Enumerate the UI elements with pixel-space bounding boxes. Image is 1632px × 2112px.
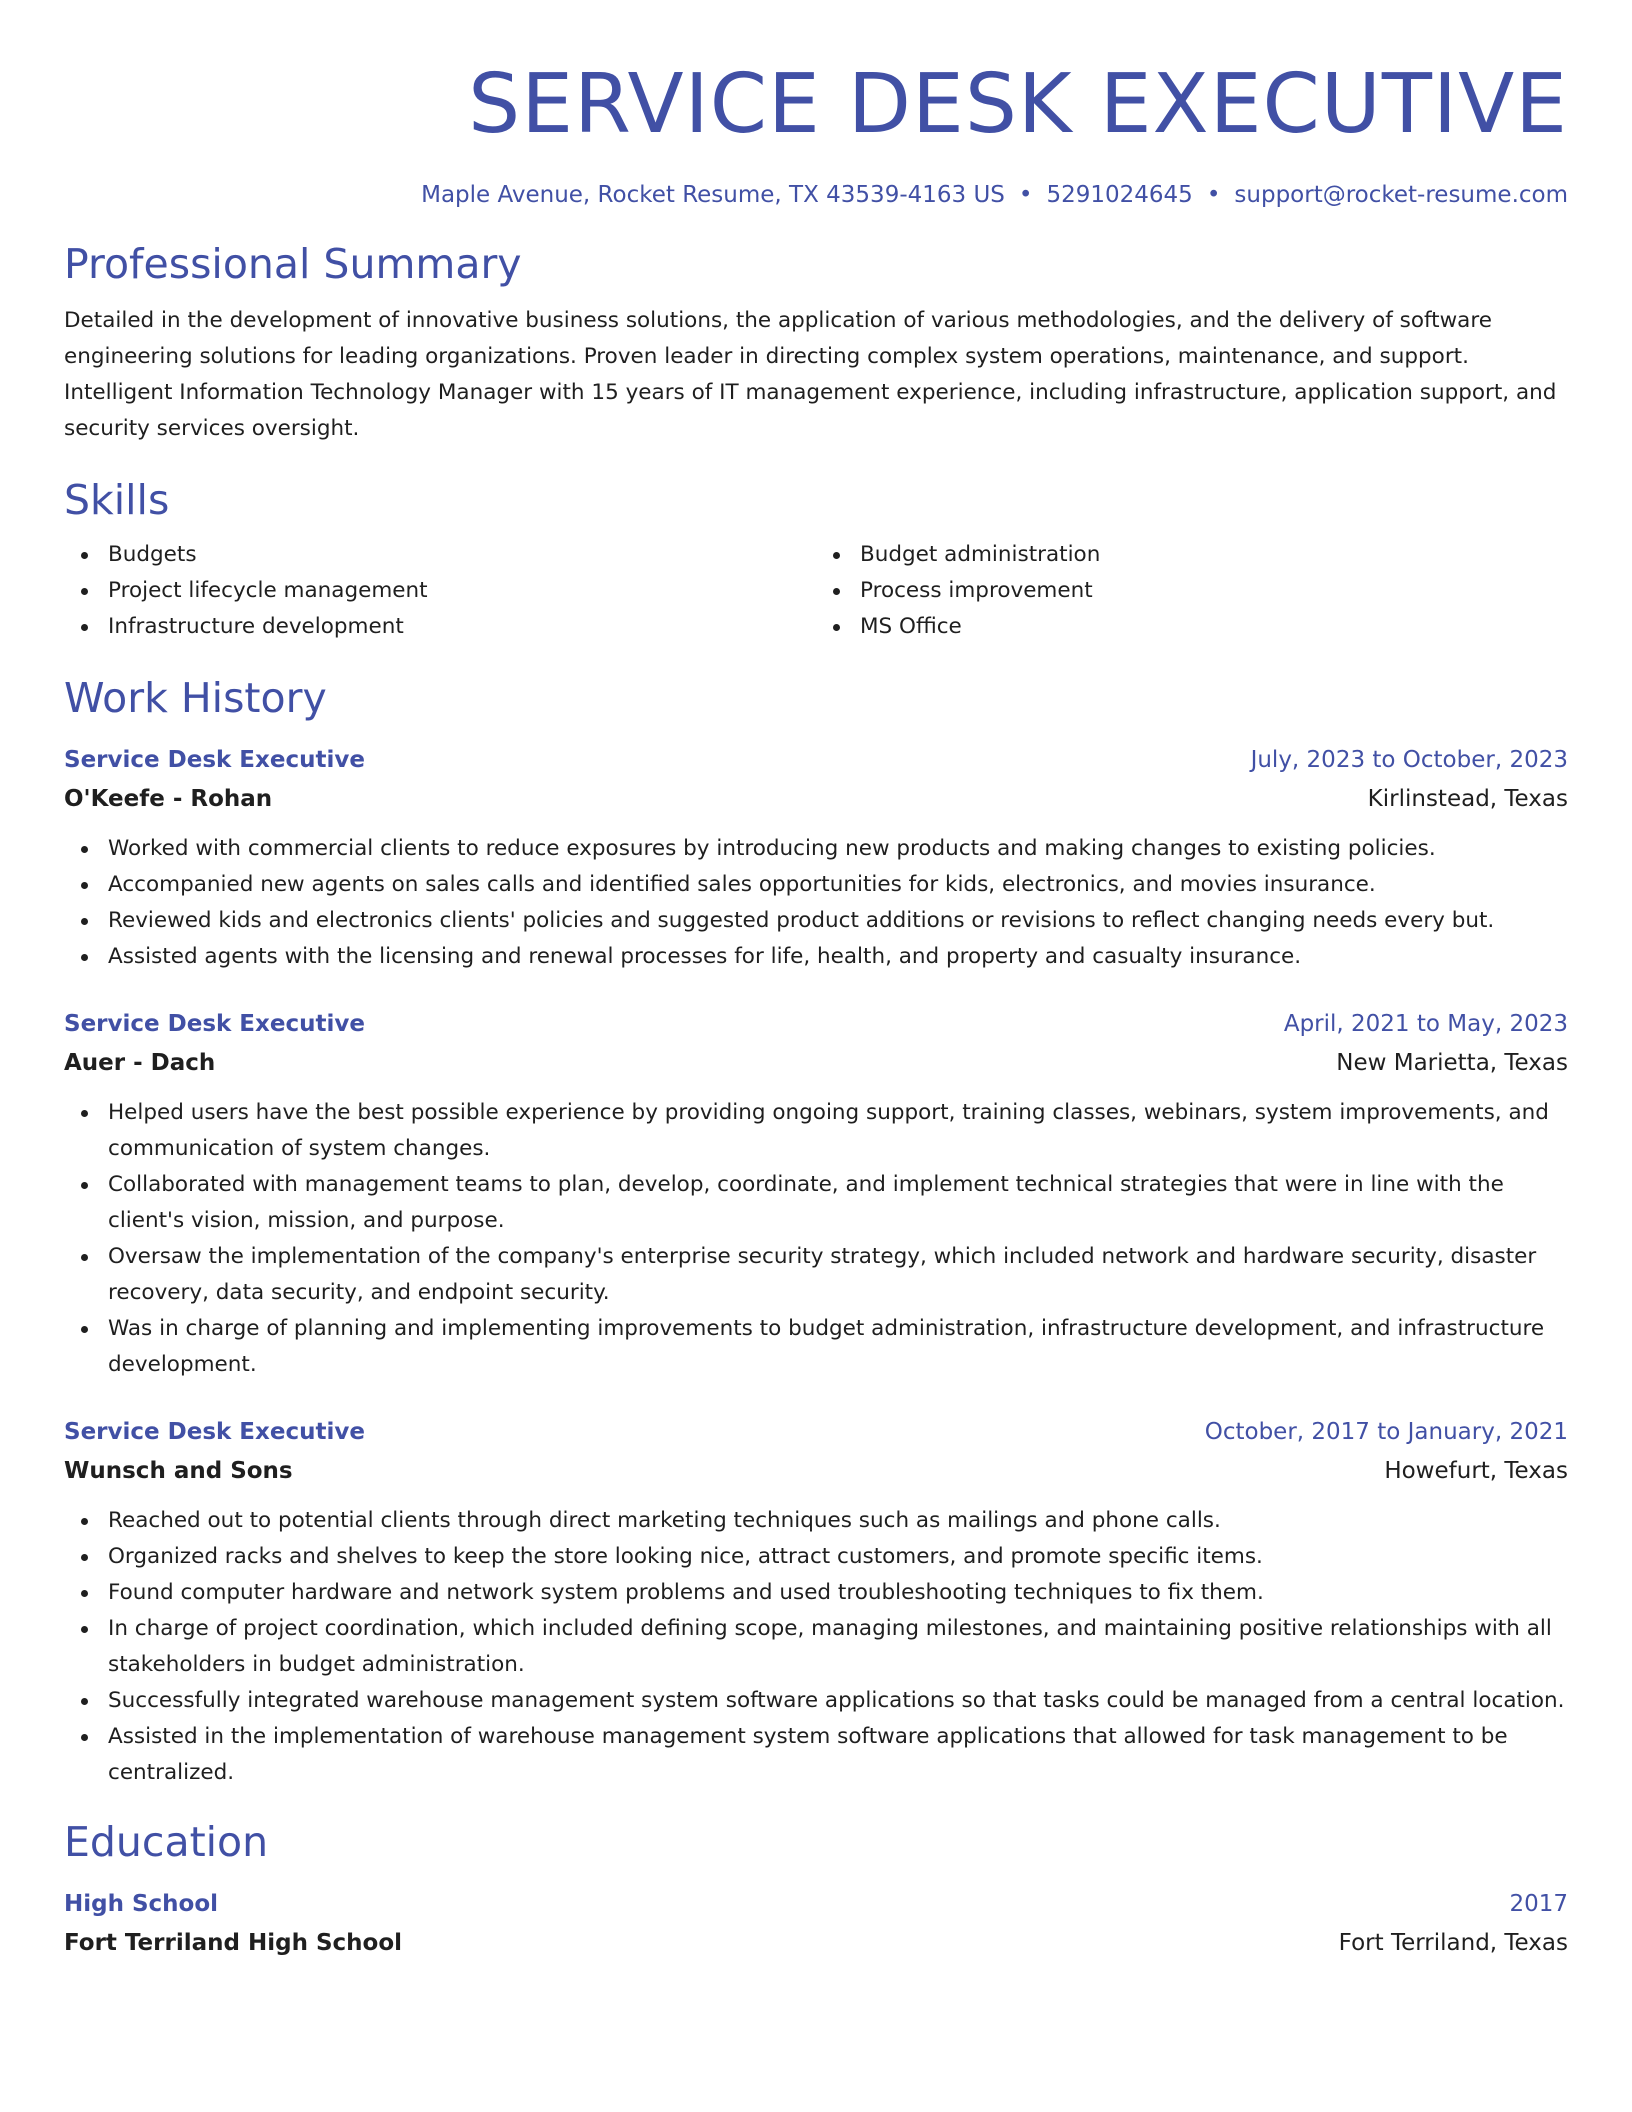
job-bullets: [64, 831, 1568, 975]
contact-separator: •: [1018, 182, 1033, 208]
skill-item: Budget administration: [860, 537, 1568, 573]
job-entry: [64, 1005, 1568, 1383]
graduation-year: 2017: [1509, 1891, 1568, 1917]
job-title: Service Desk Executive: [64, 1011, 365, 1037]
job-bullet: Reviewed kids and electronics clients' policies and suggested product additions or revisions to reflect changing needs every but.: [108, 903, 1568, 939]
job-bullet: Helped users have the best possible experience by providing ongoing support, training classes, webinars, system improvements, and communication of system changes.: [108, 1095, 1568, 1167]
contact-separator: •: [1206, 182, 1221, 208]
job-bullet: Was in charge of planning and implementing improvements to budget administration, infrastructure development, and infrastructure development.: [108, 1311, 1568, 1383]
phone: 5291024645: [1046, 182, 1193, 208]
job-bullet: Oversaw the implementation of the company's enterprise security strategy, which included network and hardware security, disaster recovery, data security, and endpoint security.: [108, 1239, 1568, 1311]
job-header-row: [64, 1005, 1568, 1043]
education-heading: Education: [64, 1818, 269, 1866]
job-bullet: Assisted in the implementation of warehouse management system software applications that allowed for task management to be centralized.: [108, 1719, 1568, 1791]
degree: High School: [64, 1891, 219, 1917]
candidate-title: SERVICE DESK EXECUTIVE: [468, 57, 1568, 152]
summary-section: [64, 237, 1568, 447]
job-title: Service Desk Executive: [64, 1419, 365, 1445]
job-company-row: [64, 779, 1568, 819]
education-section: [64, 1815, 1568, 1963]
job-header-row: [64, 741, 1568, 779]
job-bullet: Organized racks and shelves to keep the store looking nice, attract customers, and promote specific items.: [108, 1539, 1568, 1575]
resume-header: [64, 0, 1568, 210]
skills-list-right: [816, 537, 1568, 645]
job-bullet: In charge of project coordination, which included defining scope, managing milestones, and maintaining positive relationships with all stakeholders in budget administration.: [108, 1611, 1568, 1683]
job-bullet: Collaborated with management teams to plan, develop, coordinate, and implement technical strategies that were in line with the client's vision, mission, and purpose.: [108, 1167, 1568, 1239]
skill-item: MS Office: [860, 609, 1568, 645]
contact-line: [64, 180, 1568, 210]
job-company: Wunsch and Sons: [64, 1458, 293, 1484]
summary-text: Detailed in the development of innovative business solutions, the application of various methodologies, and the delivery of software engineering solutions for leading organizations. Proven leader in directing complex system operations, maintenance, and support. Intelligent Information Technology Manager with 15 years of IT management experience, including infrastructure, application support, and security services oversight.: [64, 308, 1557, 441]
skill-item: Infrastructure development: [108, 609, 816, 645]
job-title: Service Desk Executive: [64, 747, 365, 773]
job-bullets: [64, 1095, 1568, 1383]
address: Maple Avenue, Rocket Resume, TX 43539-4163 US: [421, 182, 1005, 208]
skill-item: Process improvement: [860, 573, 1568, 609]
job-dates: April, 2021 to May, 2023: [1283, 1011, 1568, 1037]
job-bullet: Worked with commercial clients to reduce exposures by introducing new products and making changes to existing policies.: [108, 831, 1568, 867]
job-company: Auer - Dach: [64, 1050, 216, 1076]
email-link[interactable]: support@rocket-resume.com: [1234, 182, 1568, 208]
job-entry: [64, 741, 1568, 975]
job-header-row: [64, 1413, 1568, 1451]
job-location: Kirlinstead, Texas: [1367, 786, 1568, 812]
skills-section: [64, 473, 1568, 645]
job-bullet: Found computer hardware and network system problems and used troubleshooting techniques to fix them.: [108, 1575, 1568, 1611]
skill-item: Budgets: [108, 537, 816, 573]
job-dates: July, 2023 to October, 2023: [1250, 747, 1568, 773]
job-bullet: Assisted agents with the licensing and renewal processes for life, health, and property and casualty insurance.: [108, 939, 1568, 975]
job-bullet: Accompanied new agents on sales calls and identified sales opportunities for kids, electronics, and movies insurance.: [108, 867, 1568, 903]
job-bullets: [64, 1503, 1568, 1791]
school-name: Fort Terriland High School: [64, 1930, 403, 1956]
job-location: New Marietta, Texas: [1336, 1050, 1568, 1076]
job-bullet: Reached out to potential clients through direct marketing techniques such as mailings and phone calls.: [108, 1503, 1568, 1539]
job-company: O'Keefe - Rohan: [64, 786, 273, 812]
skills-columns: [64, 537, 1568, 645]
job-bullet: Successfully integrated warehouse management system software applications so that tasks could be managed from a central location.: [108, 1683, 1568, 1719]
education-header-row: [64, 1885, 1568, 1923]
job-entry: [64, 1413, 1568, 1791]
job-dates: October, 2017 to January, 2021: [1204, 1419, 1568, 1445]
skills-list-left: [64, 537, 816, 645]
skills-heading: Skills: [64, 476, 170, 524]
school-location: Fort Terriland, Texas: [1338, 1930, 1568, 1956]
job-company-row: [64, 1043, 1568, 1083]
work-history-heading: Work History: [64, 674, 327, 722]
summary-heading: Professional Summary: [64, 240, 522, 288]
job-company-row: [64, 1451, 1568, 1491]
work-history-section: [64, 671, 1568, 1791]
education-school-row: [64, 1923, 1568, 1963]
skill-item: Project lifecycle management: [108, 573, 816, 609]
job-location: Howefurt, Texas: [1384, 1458, 1568, 1484]
